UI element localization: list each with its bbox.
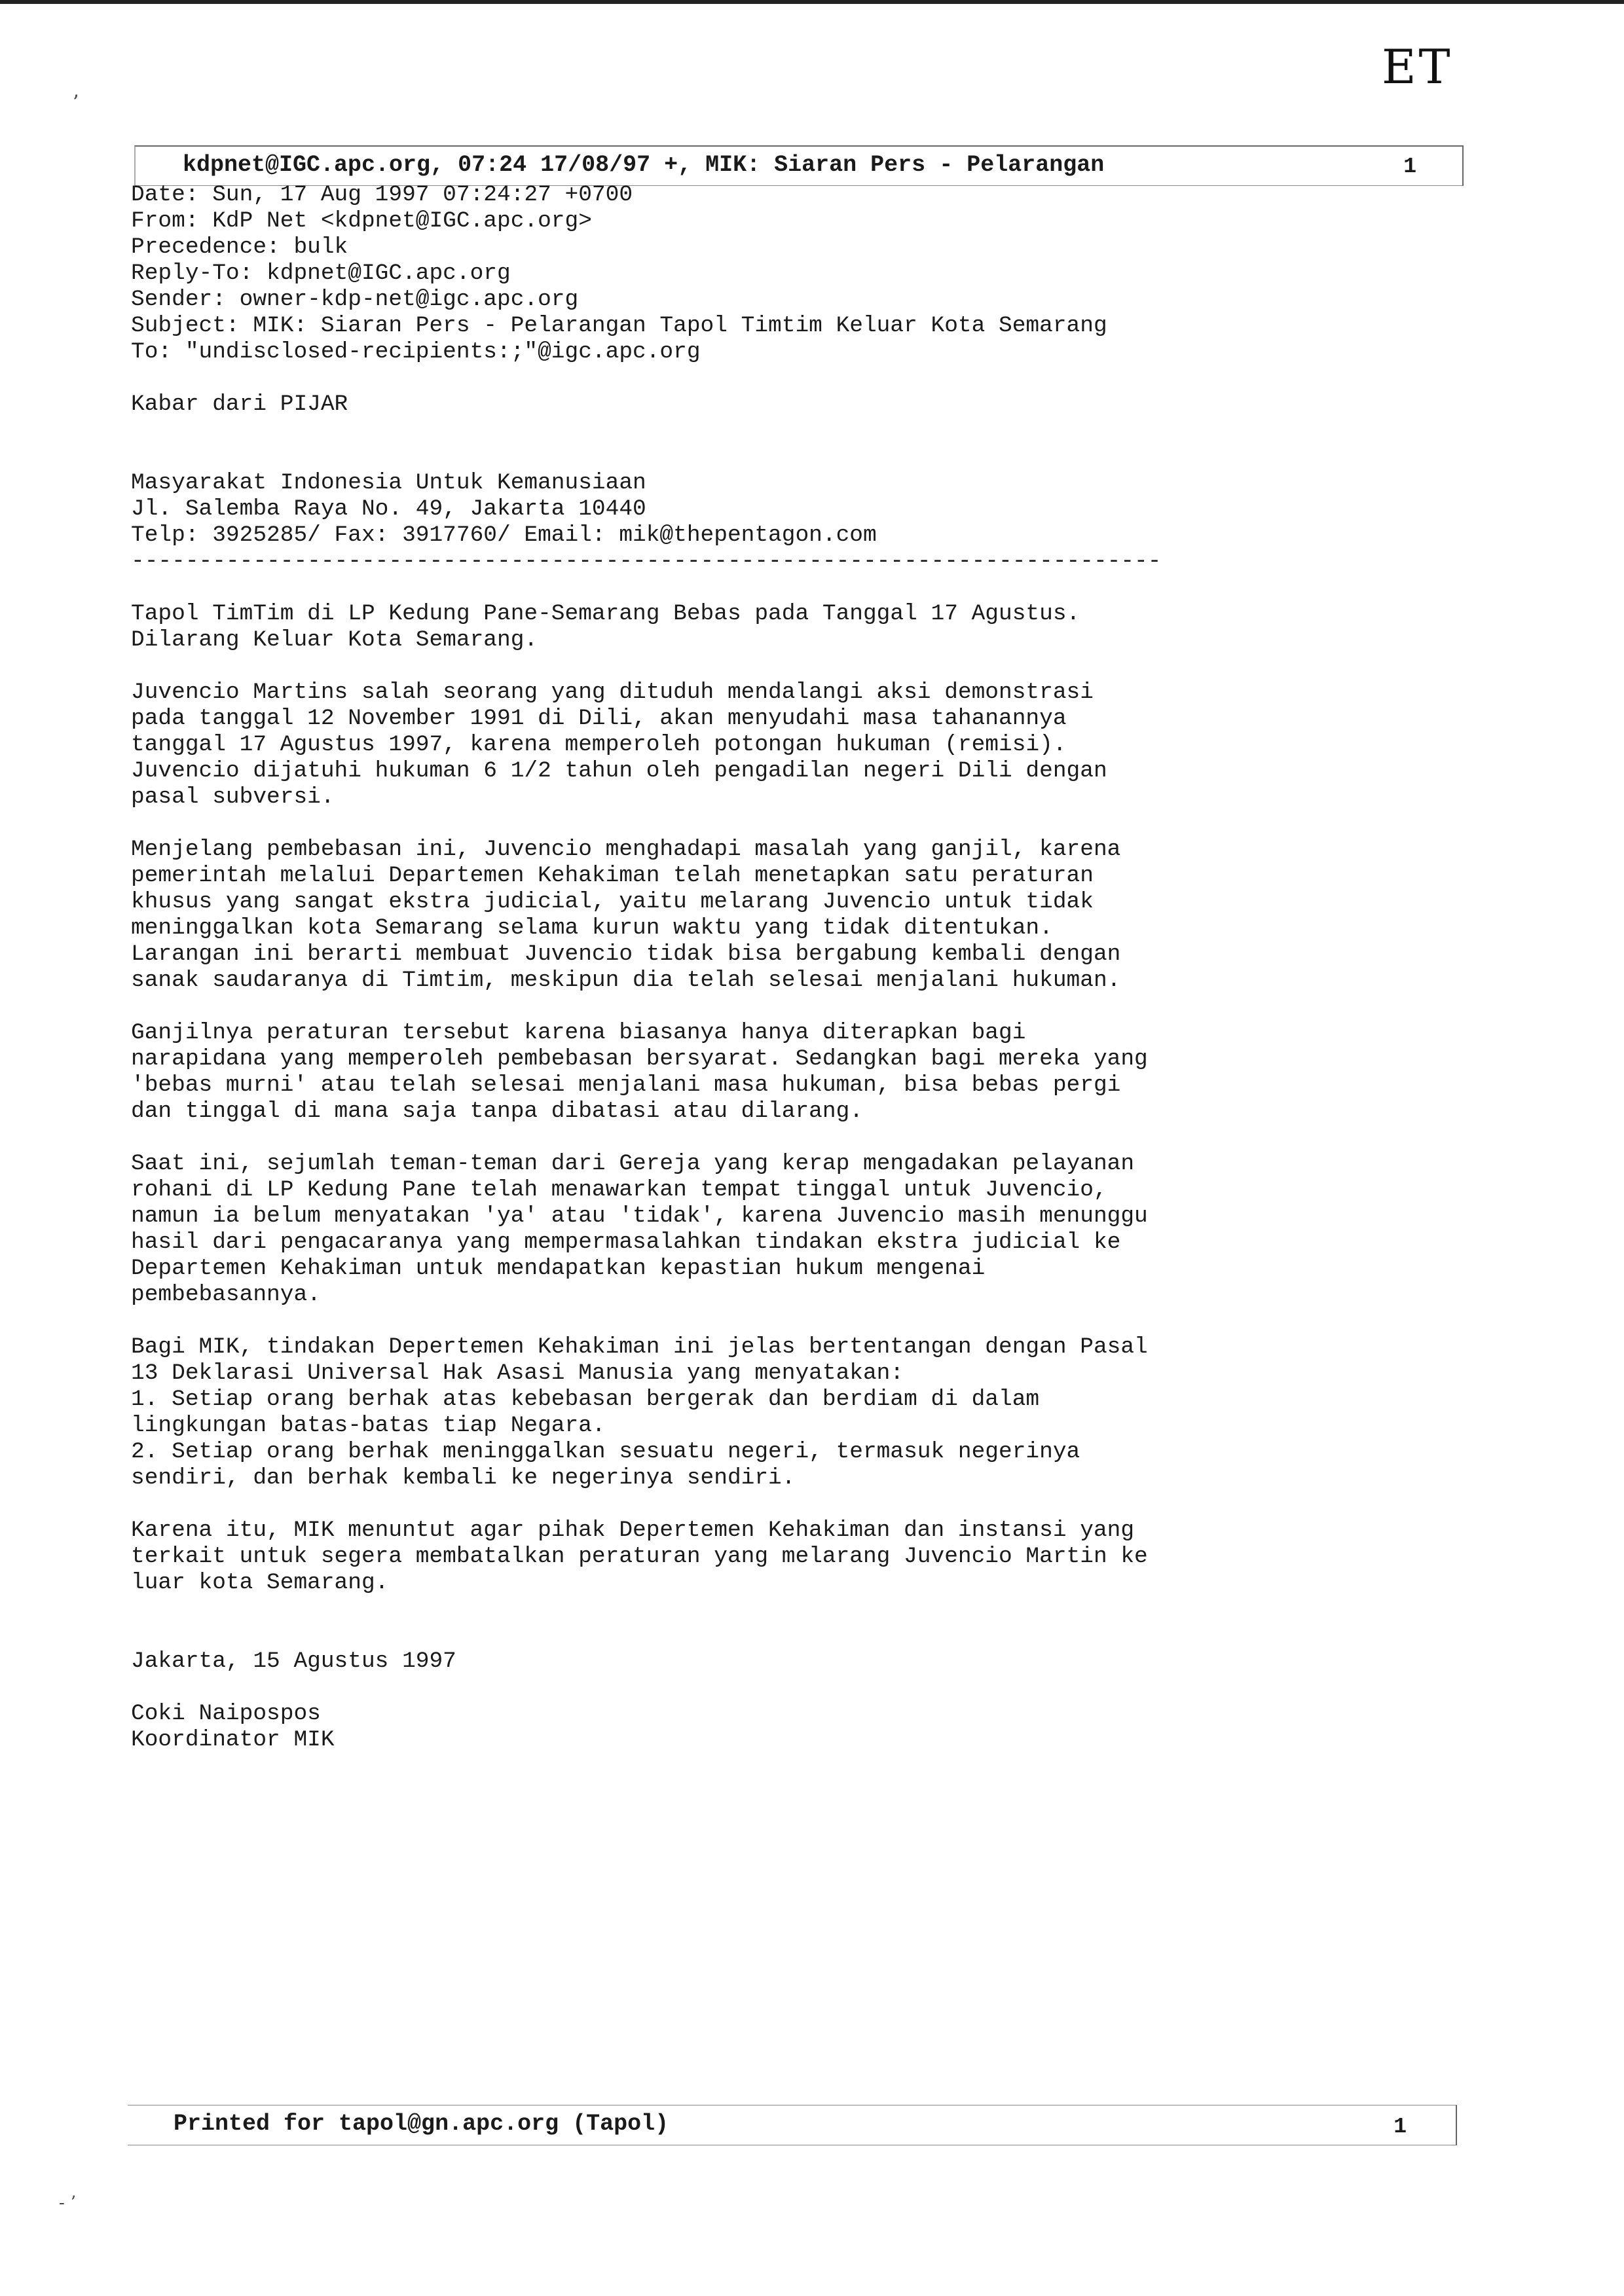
organization-block <box>131 470 1375 575</box>
paragraph-line: pasal subversi. <box>131 784 335 810</box>
paragraph-1 <box>131 680 1375 811</box>
paragraph-line: dan tinggal di mana saja tanpa dibatasi atau dilarang. <box>131 1099 863 1124</box>
paragraph-line: sanak saudaranya di Timtim, meskipun dia telah selesai menjalani hukuman. <box>131 968 1121 993</box>
source-line-text: Kabar dari PIJAR <box>131 392 348 417</box>
org-contact: Telp: 3925285/ Fax: 3917760/ Email: mik@thepentagon.com <box>131 522 877 548</box>
email-header-sender: Sender: owner-kdp-net@igc.apc.org <box>131 287 579 312</box>
paragraph-3 <box>131 1020 1375 1125</box>
paragraph-line: khusus yang sangat ekstra judicial, yaitu melarang Juvencio untuk tidak <box>131 889 1094 915</box>
email-header-reply-to: Reply-To: kdpnet@IGC.apc.org <box>131 261 511 286</box>
print-header-page-number: 1 <box>1403 155 1416 179</box>
print-footer-page-number: 1 <box>1393 2115 1407 2139</box>
org-address: Jl. Salemba Raya No. 49, Jakarta 10440 <box>131 496 646 522</box>
paragraph-line: terkait untuk segera membatalkan peraturan yang melarang Juvencio Martin ke <box>131 1544 1148 1569</box>
paragraph-line: meninggalkan kota Semarang selama kurun waktu yang tidak ditentukan. <box>131 915 1053 941</box>
email-headers <box>131 182 1375 365</box>
paragraph-line: lingkungan batas-batas tiap Negara. <box>131 1413 606 1438</box>
email-header-to: To: "undisclosed-recipients:;"@igc.apc.org <box>131 339 701 365</box>
handwritten-annotation: ET <box>1382 39 1453 94</box>
paragraph-line: sendiri, dan berhak kembali ke negerinya sendiri. <box>131 1465 796 1491</box>
paragraph-line: Departemen Kehakiman untuk mendapatkan kepastian hukum mengenai <box>131 1256 986 1281</box>
source-line <box>131 392 1375 418</box>
paragraph-line: Karena itu, MIK menuntut agar pihak Depertemen Kehakiman dan instansi yang <box>131 1518 1135 1543</box>
print-header-title: kdpnet@IGC.apc.org, 07:24 17/08/97 +, MIK: Siaran Pers - Pelarangan <box>183 152 1105 178</box>
org-name: Masyarakat Indonesia Untuk Kemanusiaan <box>131 470 646 496</box>
scan-top-edge <box>0 0 1624 4</box>
email-document <box>131 182 1375 1753</box>
print-footer <box>128 2105 1457 2145</box>
paragraph-5 <box>131 1334 1375 1491</box>
paragraph-line: Juvencio dijatuhi hukuman 6 1/2 tahun oleh pengadilan negeri Dili dengan <box>131 758 1107 784</box>
paragraph-line: narapidana yang memperoleh pembebasan bersyarat. Sedangkan bagi mereka yang <box>131 1046 1148 1072</box>
paragraph-line: hasil dari pengacaranya yang mempermasalahkan tindakan ekstra judicial ke <box>131 1230 1121 1255</box>
paragraph-line: 2. Setiap orang berhak meninggalkan sesuatu negeri, termasuk negerinya <box>131 1439 1080 1465</box>
paragraph-line: Tapol TimTim di LP Kedung Pane-Semarang Bebas pada Tanggal 17 Agustus. <box>131 601 1080 627</box>
signature-block <box>131 1701 1375 1753</box>
paragraph-line: Menjelang pembebasan ini, Juvencio menghadapi masalah yang ganjil, karena <box>131 837 1121 862</box>
paragraph-line: Larangan ini berarti membuat Juvencio tidak bisa bergabung kembali dengan <box>131 941 1121 967</box>
paragraph-line: pemerintah melalui Departemen Kehakiman telah menetapkan satu peraturan <box>131 863 1094 888</box>
scan-speck: - ʼ <box>59 2193 76 2213</box>
closing-date-line: Jakarta, 15 Agustus 1997 <box>131 1649 456 1674</box>
email-header-precedence: Precedence: bulk <box>131 234 348 260</box>
paragraph-4 <box>131 1151 1375 1308</box>
paragraph-6 <box>131 1518 1375 1596</box>
paragraph-line: 13 Deklarasi Universal Hak Asasi Manusia yang menyatakan: <box>131 1360 904 1386</box>
paragraph-line: luar kota Semarang. <box>131 1570 389 1595</box>
paragraph-line: Bagi MIK, tindakan Depertemen Kehakiman ini jelas bertentangan dengan Pasal <box>131 1334 1148 1360</box>
paragraph-line: 'bebas murni' atau telah selesai menjalani masa hukuman, bisa bebas pergi <box>131 1072 1121 1098</box>
email-header-from: From: KdP Net <kdpnet@IGC.apc.org> <box>131 208 592 234</box>
email-header-date: Date: Sun, 17 Aug 1997 07:24:27 +0700 <box>131 182 633 208</box>
scan-speck: ʼ <box>72 92 79 115</box>
paragraph-line: Ganjilnya peraturan tersebut karena biasanya hanya diterapkan bagi <box>131 1020 1026 1046</box>
paragraph-line: Juvencio Martins salah seorang yang dituduh mendalangi aksi demonstrasi <box>131 680 1094 705</box>
signer-title: Koordinator MIK <box>131 1727 335 1753</box>
paragraph-line: 1. Setiap orang berhak atas kebebasan bergerak dan berdiam di dalam <box>131 1387 1040 1412</box>
paragraph-line: pada tanggal 12 November 1991 di Dili, akan menyudahi masa tahanannya <box>131 706 1067 731</box>
closing-date <box>131 1649 1375 1675</box>
paragraph-line: Dilarang Keluar Kota Semarang. <box>131 627 538 653</box>
paragraph-line: rohani di LP Kedung Pane telah menawarkan tempat tinggal untuk Juvencio, <box>131 1177 1107 1203</box>
signer-name: Coki Naipospos <box>131 1701 321 1726</box>
org-separator: ---------------------------------------------------------------------------- <box>131 549 1162 574</box>
email-header-subject: Subject: MIK: Siaran Pers - Pelarangan Tapol Timtim Keluar Kota Semarang <box>131 313 1107 338</box>
print-footer-printed-for: Printed for tapol@gn.apc.org (Tapol) <box>174 2111 669 2137</box>
paragraph-line: tanggal 17 Agustus 1997, karena memperoleh potongan hukuman (remisi). <box>131 732 1067 757</box>
print-header <box>134 145 1464 186</box>
paragraph-2 <box>131 837 1375 994</box>
paragraph-line: Saat ini, sejumlah teman-teman dari Gereja yang kerap mengadakan pelayanan <box>131 1151 1135 1176</box>
paragraph-headline <box>131 601 1375 653</box>
paragraph-line: namun ia belum menyatakan 'ya' atau 'tidak', karena Juvencio masih menunggu <box>131 1203 1148 1229</box>
paragraph-line: pembebasannya. <box>131 1282 321 1307</box>
